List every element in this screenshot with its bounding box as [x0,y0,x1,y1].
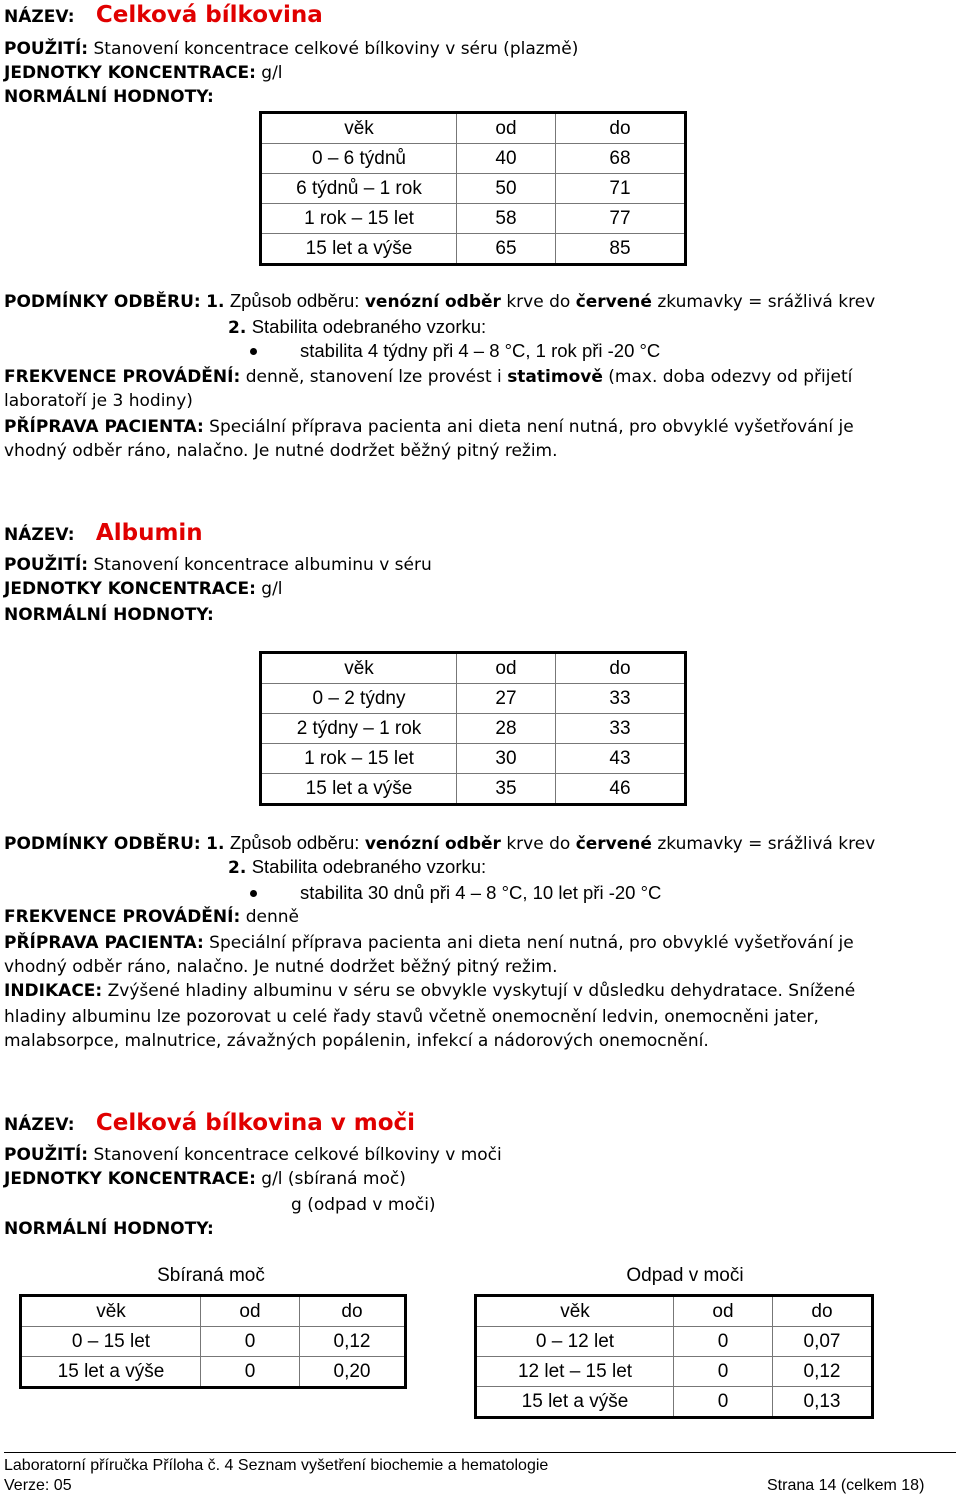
cell-to: 0,20 [300,1357,406,1388]
cell-from: 27 [457,684,556,714]
cell-age: 0 – 2 týdny [261,684,457,714]
condition-text: Způsob odběru: [229,832,360,853]
cell-from: 65 [457,234,556,265]
condition-text: Způsob odběru: [229,290,360,311]
cell-from: 0 [674,1327,773,1357]
test-title: Celková bílkovina [95,2,323,28]
preparation-line [4,932,854,954]
cell-to: 43 [556,744,686,774]
cell-age: 6 týdnů – 1 rok [261,174,457,204]
units-label: JEDNOTKY KONCENTRACE: [4,1169,256,1189]
use-line [4,554,432,576]
table-row [476,1387,873,1418]
frequency-label: FREKVENCE PROVÁDĚNÍ: [4,907,241,927]
cell-age: 15 let a výše [261,234,457,265]
frequency-text: denně [245,907,299,927]
header-from: od [457,653,556,684]
table-row [476,1327,873,1357]
table-row [261,774,686,805]
table-row [261,714,686,744]
condition-number: 2. [228,318,247,338]
table-header-row [476,1296,873,1327]
cell-to: 33 [556,684,686,714]
indication-label: INDIKACE: [4,981,103,1001]
table-header-row [261,653,686,684]
cell-from: 40 [457,144,556,174]
footer-version: Verze: 05 [4,1477,72,1494]
condition-text: krve do [506,834,571,854]
collected-urine-table [19,1294,407,1389]
cell-from: 0 [674,1357,773,1387]
normal-values-label: NORMÁLNÍ HODNOTY: [4,1219,214,1239]
condition-number: 1. [206,834,225,854]
cell-to: 68 [556,144,686,174]
table-header-row [261,113,686,144]
units-label: JEDNOTKY KONCENTRACE: [4,579,256,599]
frequency-label: FREKVENCE PROVÁDĚNÍ: [4,367,241,387]
preparation-text: Speciální příprava pacienta ani dieta není nutná, pro obvyklé vyšetřování je [209,417,854,437]
cell-from: 50 [457,174,556,204]
cell-to: 77 [556,204,686,234]
condition-text: Stabilita odebraného vzorku: [251,316,487,337]
section-albumin-header [4,522,203,546]
units-value: g/l (sbíraná moč) [261,1169,406,1189]
table-row [261,744,686,774]
cell-age: 0 – 15 let [21,1327,201,1357]
cell-to: 33 [556,714,686,744]
name-label: NÁZEV: [4,1115,75,1135]
cell-from: 0 [674,1387,773,1418]
conditions-line-2 [228,316,486,339]
units-line [4,578,283,600]
normal-values-table [259,651,687,806]
table-row [21,1327,406,1357]
conditions-line-1 [4,290,875,313]
condition-text: krve do [506,292,571,312]
indication-line-2: hladiny albuminu lze pozorovat u celé řady stavů včetně onemocnění ledvin, onemocněni jater, [4,1007,819,1027]
use-label: POUŽITÍ: [4,39,89,59]
units-label: JEDNOTKY KONCENTRACE: [4,63,256,83]
section-celkova-bilkovina-header [4,4,323,28]
use-line [4,38,578,60]
header-to: do [556,653,686,684]
units-value: g/l [261,579,283,599]
condition-number: 2. [228,858,247,878]
cell-to: 0,12 [773,1357,873,1387]
cell-age: 15 let a výše [261,774,457,805]
stability-bullet: stabilita 30 dnů při 4 – 8 °C, 10 let při -20 °C [300,882,662,903]
cell-to: 0,12 [300,1327,406,1357]
conditions-line-1 [4,832,875,855]
table-row [261,234,686,265]
frequency-text: (max. doba odezvy od přijetí [608,367,853,387]
bullet-icon [250,890,257,897]
conditions-label: PODMÍNKY ODBĚRU: [4,834,201,854]
table-row [261,684,686,714]
preparation-label: PŘÍPRAVA PACIENTA: [4,417,204,437]
condition-emphasis: červené [575,834,652,854]
footer-title: Laboratorní příručka Příloha č. 4 Seznam vyšetření biochemie a hematologie [4,1457,549,1474]
header-age: věk [21,1296,201,1327]
name-label: NÁZEV: [4,525,75,545]
header-to: do [773,1296,873,1327]
cell-age: 12 let – 15 let [476,1357,674,1387]
conditions-line-2 [228,856,486,879]
cell-to: 71 [556,174,686,204]
frequency-text: denně, stanovení lze provést i [245,367,502,387]
test-title: Celková bílkovina v moči [95,1110,416,1136]
use-text: Stanovení koncentrace celkové bílkoviny v séru (plazmě) [93,39,579,59]
header-to: do [556,113,686,144]
normal-values-label: NORMÁLNÍ HODNOTY: [4,87,214,107]
units-value: g/l [261,63,283,83]
preparation-line-2: vhodný odběr ráno, nalačno. Je nutné dodržet běžný pitný režim. [4,441,558,461]
use-text: Stanovení koncentrace celkové bílkoviny v moči [93,1145,502,1165]
footer-page-number: Strana 14 (celkem 18) [767,1477,925,1494]
indication-line-3: malabsorpce, malnutrice, závažných popálenin, infekcí a nádorových onemocnění. [4,1031,709,1051]
table-row [21,1357,406,1388]
frequency-emphasis: statimově [507,367,603,387]
cell-from: 35 [457,774,556,805]
units-line [4,1168,406,1190]
cell-age: 0 – 12 let [476,1327,674,1357]
stability-bullet: stabilita 4 týdny při 4 – 8 °C, 1 rok při -20 °C [300,340,661,361]
header-age: věk [261,653,457,684]
condition-text: Stabilita odebraného vzorku: [251,856,487,877]
header-from: od [201,1296,300,1327]
frequency-line [4,906,299,928]
table-header-row [21,1296,406,1327]
normal-values-table [259,111,687,266]
cell-age: 1 rok – 15 let [261,204,457,234]
use-line [4,1144,502,1166]
condition-number: 1. [206,292,225,312]
cell-age: 1 rok – 15 let [261,744,457,774]
table-row [261,174,686,204]
condition-text: zkumavky = srážlivá krev [657,292,876,312]
cell-age: 15 let a výše [21,1357,201,1388]
cell-from: 0 [201,1327,300,1357]
table-row [261,144,686,174]
test-title: Albumin [95,520,203,546]
cell-age: 15 let a výše [476,1387,674,1418]
use-text: Stanovení koncentrace albuminu v séru [93,555,432,575]
table-row [476,1357,873,1387]
cell-from: 0 [201,1357,300,1388]
table-row [261,204,686,234]
header-from: od [457,113,556,144]
normal-values-label: NORMÁLNÍ HODNOTY: [4,605,214,625]
cell-to: 0,07 [773,1327,873,1357]
cell-age: 2 týdny – 1 rok [261,714,457,744]
footer-divider [4,1452,956,1453]
conditions-label: PODMÍNKY ODBĚRU: [4,292,201,312]
indication-text: Zvýšené hladiny albuminu v séru se obvykle vyskytují v důsledku dehydratace. Snížené [107,981,856,1001]
cell-to: 46 [556,774,686,805]
indication-line [4,980,855,1002]
cell-to: 0,13 [773,1387,873,1418]
header-age: věk [476,1296,674,1327]
condition-emphasis: červené [575,292,652,312]
name-label: NÁZEV: [4,7,75,27]
use-label: POUŽITÍ: [4,555,89,575]
header-to: do [300,1296,406,1327]
cell-to: 85 [556,234,686,265]
frequency-line-2: laboratoří je 3 hodiny) [4,391,193,411]
condition-emphasis: venózní odběr [364,834,501,854]
cell-from: 28 [457,714,556,744]
header-from: od [674,1296,773,1327]
urine-excretion-table [474,1294,874,1419]
preparation-line-2: vhodný odběr ráno, nalačno. Je nutné dodržet běžný pitný režim. [4,957,558,977]
condition-emphasis: venózní odběr [364,292,501,312]
header-age: věk [261,113,457,144]
cell-age: 0 – 6 týdnů [261,144,457,174]
table-caption-urine-excretion: Odpad v moči [626,1265,744,1286]
section-urine-protein-header [4,1112,415,1136]
units-value-2: g (odpad v moči) [291,1195,436,1215]
preparation-label: PŘÍPRAVA PACIENTA: [4,933,204,953]
frequency-line [4,366,852,388]
condition-text: zkumavky = srážlivá krev [657,834,876,854]
cell-from: 58 [457,204,556,234]
preparation-text: Speciální příprava pacienta ani dieta není nutná, pro obvyklé vyšetřování je [209,933,854,953]
cell-from: 30 [457,744,556,774]
preparation-line [4,416,854,438]
units-line [4,62,283,84]
use-label: POUŽITÍ: [4,1145,89,1165]
table-caption-collected-urine: Sbíraná moč [157,1265,265,1286]
bullet-icon [250,348,257,355]
